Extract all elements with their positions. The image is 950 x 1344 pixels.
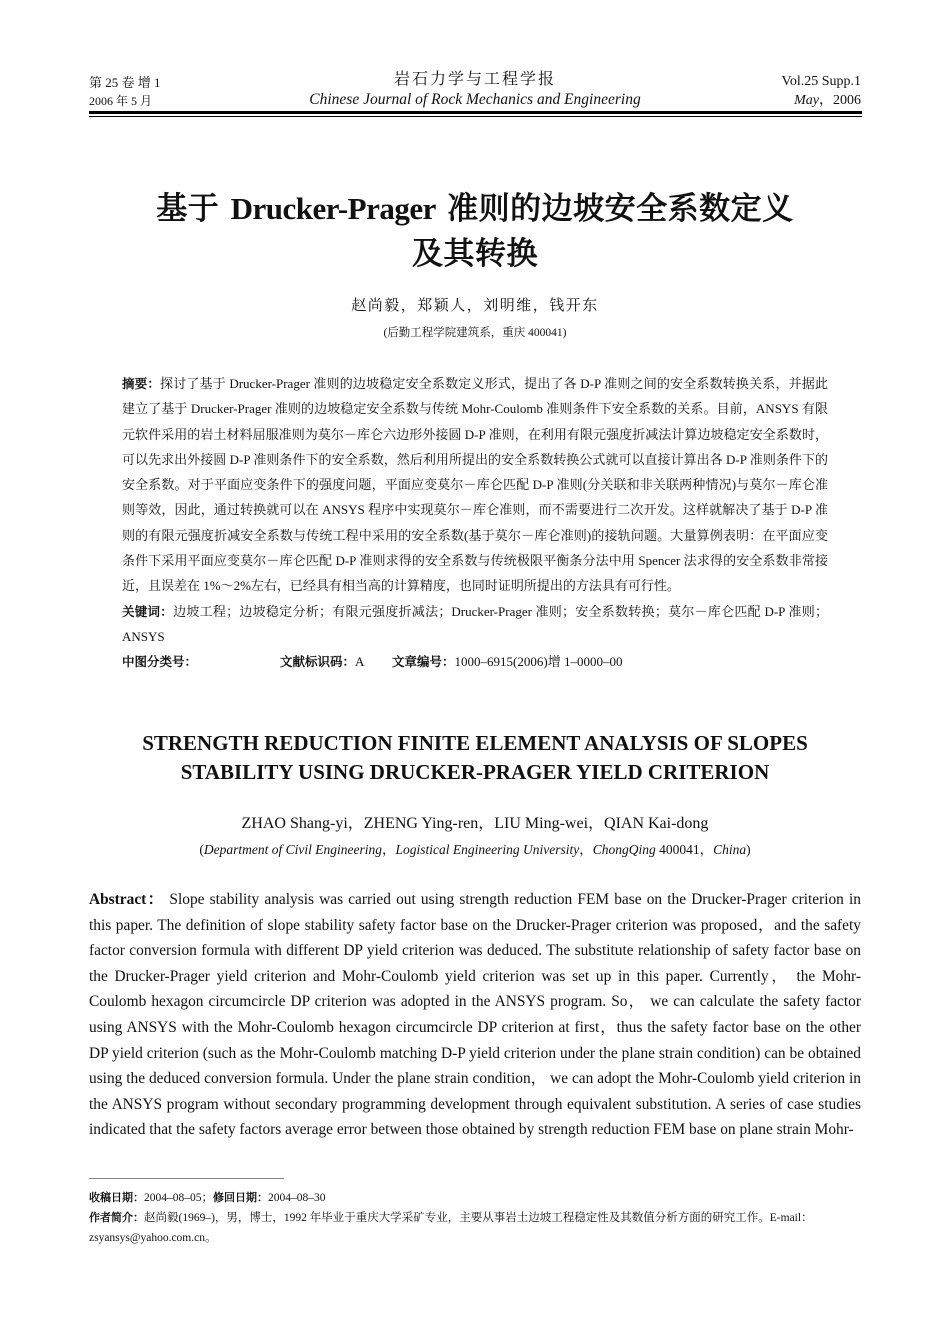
article-no-value: 1000–6915(2006)增 1–0000–00 — [454, 654, 623, 670]
affil-city: ChongQing — [592, 842, 656, 857]
doc-code-value: A — [355, 654, 365, 670]
clc-label: 中图分类号： — [122, 654, 198, 670]
journal-name-cn: 岩石力学与工程学报 — [393, 71, 556, 88]
header-month: May — [794, 93, 819, 108]
header-rule-thin — [89, 116, 862, 117]
received-label: 收稿日期： — [89, 1191, 144, 1204]
footnote-rule — [89, 1178, 284, 1179]
abstract-en-label: Abstract： — [89, 891, 165, 908]
abstract-cn — [122, 371, 828, 599]
paper-title-cn — [60, 186, 890, 277]
title-cn-part1: 基于 — [156, 191, 231, 227]
keywords-cn-label: 关键词： — [122, 603, 174, 619]
classification-line — [122, 649, 828, 674]
footnote-dates — [89, 1188, 861, 1208]
affil-dept: Department of Civil Engineering — [203, 842, 382, 857]
title-en-line2: STABILITY USING DRUCKER-PRAGER YIELD CRITERION — [180, 760, 770, 784]
title-cn-line2: 及其转换 — [412, 236, 538, 272]
bio-text: 赵尚毅(1969–)，男，博士，1992 年毕业于重庆大学采矿专业，主要从事岩土边坡工程稳定性及其数值分析方面的研究工作。E-mail：zsyansys@yahoo.com.cn。 — [89, 1212, 813, 1244]
affiliation-en: (Department of Civil Engineering，Logistical Engineering University，ChongQing 400041，China) — [199, 842, 751, 857]
article-no-label: 文章编号： — [392, 654, 455, 670]
affiliation-cn: (后勤工程学院建筑系，重庆 400041) — [383, 327, 567, 339]
doc-code-label: 文献标识码： — [280, 654, 356, 670]
paper-title-en — [60, 729, 890, 787]
keywords-cn-text: 边坡工程；边坡稳定分析；有限元强度折减法；Drucker-Prager 准则；安全系数转换；莫尔－库仑匹配 D-P 准则；ANSYS — [122, 603, 828, 644]
abstract-cn-block — [122, 371, 828, 675]
affil-univ: Logistical Engineering University — [395, 842, 580, 857]
abstract-en-text: Slope stability analysis was carried out using strength reduction FEM base on the Drucker-Prager criterion in this paper. The definition of slope stability safety factor base on the Drucker-Prager criterion was proposed，and the safety factor conversion formula with different DP yield criterion was deduced. The substitute relationship of safety factor base on the Drucker-Prager yield criterion and Mohr-Coulomb yield criterion was set up in this paper. Currently， the Mohr-Coulomb hexagon circumcircle DP criterion was adopted in the ANSYS program. So， we can calculate the safety factor using ANSYS with the Mohr-Coulomb hexagon circumcircle DP criterion at first，thus the safety factor base on the other DP yield criterion (such as the Mohr-Coulomb matching D-P yield criterion under the plane strain condition) can be obtained using the deduced conversion formula. Under the plane strain condition， we can adopt the Mohr-Coulomb yield criterion in the ANSYS program without secondary programming development through equivalent substitution. A series of case studies indicated that the safety factors average error between those obtained by strength reduction FEM base on plane strain Mohr- — [89, 891, 861, 1139]
affil-sep1: ， — [381, 842, 396, 857]
revised-label: 修回日期： — [213, 1191, 268, 1204]
title-cn-latin: Drucker-Prager — [230, 191, 436, 226]
header-rule-thick — [89, 111, 862, 114]
author-bio — [89, 1208, 861, 1248]
header-year: ，2006 — [819, 93, 861, 108]
abstract-cn-label: 摘要： — [122, 376, 161, 391]
affil-code: 400041， — [655, 842, 714, 857]
bio-label: 作者简介： — [89, 1211, 144, 1224]
authors-en: ZHAO Shang-yi，ZHENG Ying-ren，LIU Ming-wei，QIAN Kai-dong — [241, 815, 709, 832]
received-date: 2004–08–05； — [144, 1192, 213, 1204]
keywords-cn — [122, 599, 828, 650]
header-date-en — [794, 92, 861, 109]
revised-date: 2004–08–30 — [268, 1192, 326, 1204]
abstract-cn-text: 探讨了基于 Drucker-Prager 准则的边坡稳定安全系数定义形式，提出了各 D-P 准则之间的安全系数转换关系，并据此建立了基于 Drucker-Prager 准则的边坡稳定安全系数与传统 Mohr-Coulomb 准则条件下安全系数的关系。目前，ANSYS 有限元软件采用的岩土材料屈服准则为莫尔－库仑六边形外接圆 D-P 准则，在利用有限元强度折减法计算边坡稳定安全系数时，可以先求出外接圆 D-P 准则条件下的安全系数，然后利用所提出的安全系数转换公式就可以直接计算出各 D-P 准则条件下的安全系数。对于平面应变条件下的强度问题，平面应变莫尔－库仑匹配 D-P 准则(分关联和非关联两种情况)与莫尔－库仑准则等效，因此，通过转换就可以在 ANSYS 程序中实现莫尔－库仑准则，而不需要进行二次开发。这样就解决了基于 D-P 准则的有限元强度折减安全系数与传统工程中采用的安全系数(基于莫尔－库仑准则)的接轨问题。大量算例表明：在平面应变条件下采用平面应变莫尔－库仑匹配 D-P 准则求得的安全系数与传统极限平衡条分法中用 Spencer 法求得的安全系数非常接近，且误差在 1%～2%左右，已经具有相当高的计算精度，也同时证明所提出的方法具有可行性。 — [122, 376, 828, 594]
header-date: 2006 年 5 月 — [89, 94, 153, 108]
header-volume-en: Vol.25 Supp.1 — [781, 74, 861, 89]
authors-cn: 赵尚毅，郑颖人，刘明维，钱开东 — [351, 298, 599, 314]
header-volume: 第 25 卷 增 1 — [89, 75, 161, 90]
title-cn-part2: 准则的边坡安全系数定义 — [435, 191, 794, 227]
abstract-en — [89, 887, 861, 1143]
footnote — [89, 1188, 861, 1248]
affil-country: China — [713, 842, 747, 857]
journal-name-en: Chinese Journal of Rock Mechanics and Engineering — [309, 91, 641, 108]
title-en-line1: STRENGTH REDUCTION FINITE ELEMENT ANALYSIS OF SLOPES — [142, 731, 808, 755]
affil-sep2: ， — [579, 842, 593, 857]
